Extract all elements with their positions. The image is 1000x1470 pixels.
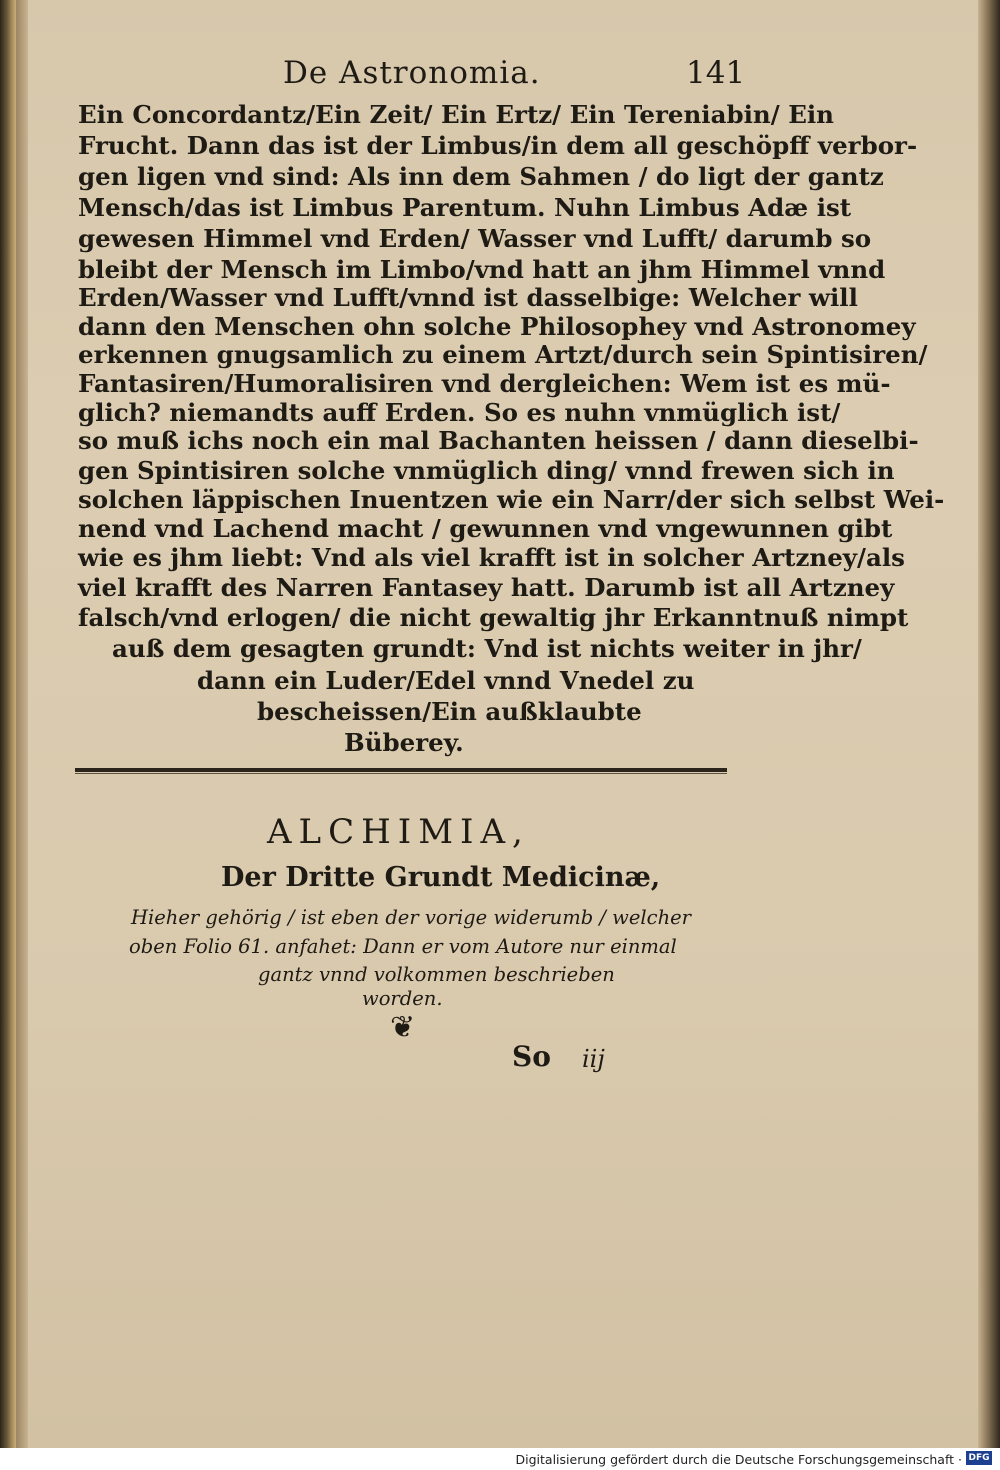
section-divider xyxy=(75,768,727,772)
body-line: gewesen Himmel vnd Erden/ Wasser vnd Lufft/ darumb so xyxy=(78,224,872,253)
book-spine-edge xyxy=(0,0,16,1448)
fleuron-ornament-icon: ❦ xyxy=(390,1010,416,1045)
note-line: gantz vnnd volkommen beschrieben xyxy=(258,963,615,986)
catchword: So xyxy=(512,1040,551,1073)
body-line: gen Spintisiren solche vnmüglich ding/ vnnd frewen sich in xyxy=(78,456,895,485)
running-title: De Astronomia. xyxy=(283,55,541,91)
body-line: erkennen gnugsamlich zu einem Artzt/durch sein Spintisiren/ xyxy=(78,340,928,369)
body-line: Mensch/das ist Limbus Parentum. Nuhn Limbus Adæ ist xyxy=(78,193,852,222)
body-line: solchen läppischen Inuentzen wie ein Narr/der sich selbst Wei- xyxy=(78,485,945,514)
body-line: Erden/Wasser vnd Lufft/vnnd ist dasselbige: Welcher will xyxy=(78,283,858,312)
page-right-edge xyxy=(978,0,1000,1448)
section-title: ALCHIMIA, xyxy=(267,812,530,852)
body-line: glich? niemandts auff Erden. So es nuhn vnmüglich ist/ xyxy=(78,398,841,427)
body-line: dann den Menschen ohn solche Philosophey vnd Astronomey xyxy=(78,312,916,341)
section-subtitle: Der Dritte Grundt Medicinæ, xyxy=(221,862,661,893)
body-line: so muß ichs noch ein mal Bachanten heissen / dann dieselbi- xyxy=(78,426,919,455)
signature-mark: iij xyxy=(582,1045,605,1073)
body-line: auß dem gesagten grundt: Vnd ist nichts weiter in jhr/ xyxy=(112,634,862,663)
body-line: viel krafft des Narren Fantasey hatt. Darumb ist all Artzney xyxy=(78,573,895,602)
digitization-credit: Digitalisierung gefördert durch die Deutsche Forschungsgemeinschaft · xyxy=(515,1452,962,1467)
body-line: bleibt der Mensch im Limbo/vnd hatt an jhm Himmel vnnd xyxy=(78,255,886,284)
body-line: bescheissen/Ein außklaubte xyxy=(257,697,642,726)
dfg-logo: DFG xyxy=(966,1451,992,1465)
body-line: falsch/vnd erlogen/ die nicht gewaltig jhr Erkanntnuß nimpt xyxy=(78,603,909,632)
body-line: nend vnd Lachend macht / gewunnen vnd vngewunnen gibt xyxy=(78,514,893,543)
body-line: Ein Concordantz/Ein Zeit/ Ein Ertz/ Ein Tereniabin/ Ein xyxy=(78,100,834,129)
body-line: Büberey. xyxy=(344,728,464,757)
note-line: Hieher gehörig / ist eben der vorige widerumb / welcher xyxy=(131,906,691,929)
page-number: 141 xyxy=(686,55,746,91)
body-line: Frucht. Dann das ist der Limbus/in dem all geschöpff verbor- xyxy=(78,131,918,160)
page-gutter xyxy=(16,0,28,1448)
body-line: Fantasiren/Humoralisiren vnd dergleichen: Wem ist es mü- xyxy=(78,369,891,398)
body-line: wie es jhm liebt: Vnd als viel krafft ist in solcher Artzney/als xyxy=(78,543,905,572)
note-line: oben Folio 61. anfahet: Dann er vom Autore nur einmal xyxy=(129,935,677,958)
body-line: gen ligen vnd sind: Als inn dem Sahmen / do ligt der gantz xyxy=(78,162,884,191)
section-divider-thin xyxy=(75,773,727,774)
note-line: worden. xyxy=(362,987,443,1010)
body-line: dann ein Luder/Edel vnnd Vnedel zu xyxy=(197,666,695,695)
